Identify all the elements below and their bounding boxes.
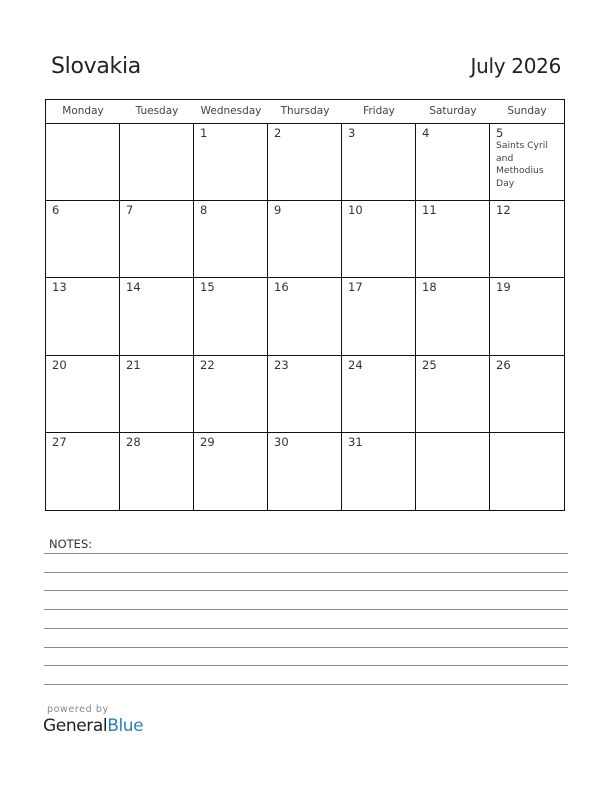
day-number: 11 [422, 203, 437, 218]
day-number: 4 [422, 126, 430, 140]
day-number: 7 [126, 203, 134, 218]
day-number: 12 [496, 203, 511, 218]
brand-general: General [43, 716, 108, 736]
day-cell [120, 278, 194, 355]
day-cell [194, 433, 268, 510]
day-number: 28 [126, 434, 141, 449]
day-cell [46, 433, 120, 510]
day-cell [268, 124, 342, 201]
country-title: Slovakia [51, 54, 141, 79]
day-cell [342, 124, 416, 201]
day-number: 3 [348, 126, 356, 140]
day-number: 10 [348, 203, 363, 218]
note-line [44, 628, 568, 629]
weekday-monday: Monday [62, 105, 104, 117]
generalblue-logo [43, 716, 143, 736]
weekday-friday: Friday [363, 105, 395, 117]
day-number: 30 [274, 434, 289, 449]
day-number: 14 [126, 280, 141, 295]
day-cell [490, 201, 564, 278]
day-number: 16 [274, 280, 289, 295]
day-cell [120, 201, 194, 278]
brand-blue: Blue [107, 716, 144, 736]
note-line [44, 684, 568, 685]
note-line [44, 572, 568, 573]
weekday-header-row [46, 100, 564, 124]
day-cell [194, 356, 268, 433]
weekday-sunday: Sunday [507, 105, 547, 117]
day-number: 8 [200, 203, 208, 218]
day-number: 15 [200, 280, 215, 295]
note-line [44, 590, 568, 591]
day-number: 5 [496, 126, 504, 140]
powered-by-text: powered by [47, 704, 109, 715]
day-number: 22 [200, 357, 215, 372]
day-cell [416, 433, 490, 510]
day-number: 24 [348, 357, 363, 372]
day-number: 21 [126, 357, 141, 372]
day-number: 18 [422, 280, 437, 295]
day-number: 31 [348, 434, 363, 449]
weekday-wednesday: Wednesday [200, 105, 262, 117]
weekday-thursday: Thursday [280, 105, 330, 117]
day-cell [342, 201, 416, 278]
holiday-label: Saints Cyril and Methodius Day [496, 140, 548, 189]
day-cell [490, 124, 564, 201]
day-number: 26 [496, 357, 511, 372]
day-cell [194, 278, 268, 355]
day-cell [490, 278, 564, 355]
day-cell [46, 278, 120, 355]
note-line [44, 665, 568, 666]
day-cell [416, 124, 490, 201]
day-cell [416, 356, 490, 433]
day-cell [268, 356, 342, 433]
day-cell [342, 356, 416, 433]
day-cell [268, 201, 342, 278]
note-line [44, 647, 568, 648]
day-cell [416, 278, 490, 355]
day-cell [46, 356, 120, 433]
day-cell [194, 201, 268, 278]
note-line [44, 553, 568, 554]
day-number: 27 [52, 434, 67, 449]
day-cell [46, 201, 120, 278]
day-cell [490, 433, 564, 510]
day-cell [120, 356, 194, 433]
calendar-grid [45, 99, 565, 511]
day-number: 13 [52, 280, 67, 295]
day-cell [46, 124, 120, 201]
day-number: 17 [348, 280, 363, 295]
day-number: 20 [52, 357, 67, 372]
day-number: 2 [274, 126, 282, 140]
day-number: 19 [496, 280, 511, 295]
day-cell [194, 124, 268, 201]
day-number: 23 [274, 357, 289, 372]
day-number: 9 [274, 203, 282, 218]
day-cell [268, 433, 342, 510]
month-year-title: July 2026 [470, 54, 561, 78]
weekday-tuesday: Tuesday [135, 105, 179, 117]
day-number: 1 [200, 126, 208, 140]
day-cell [490, 356, 564, 433]
day-cell [416, 201, 490, 278]
notes-label: NOTES: [49, 537, 93, 551]
weekday-saturday: Saturday [429, 105, 477, 117]
day-cell [342, 433, 416, 510]
day-number: 6 [52, 203, 60, 218]
day-number: 25 [422, 357, 437, 372]
day-cell [120, 433, 194, 510]
day-cell [342, 278, 416, 355]
day-cell [120, 124, 194, 201]
note-line [44, 609, 568, 610]
day-number: 29 [200, 434, 215, 449]
day-cells [46, 124, 564, 510]
day-cell [268, 278, 342, 355]
